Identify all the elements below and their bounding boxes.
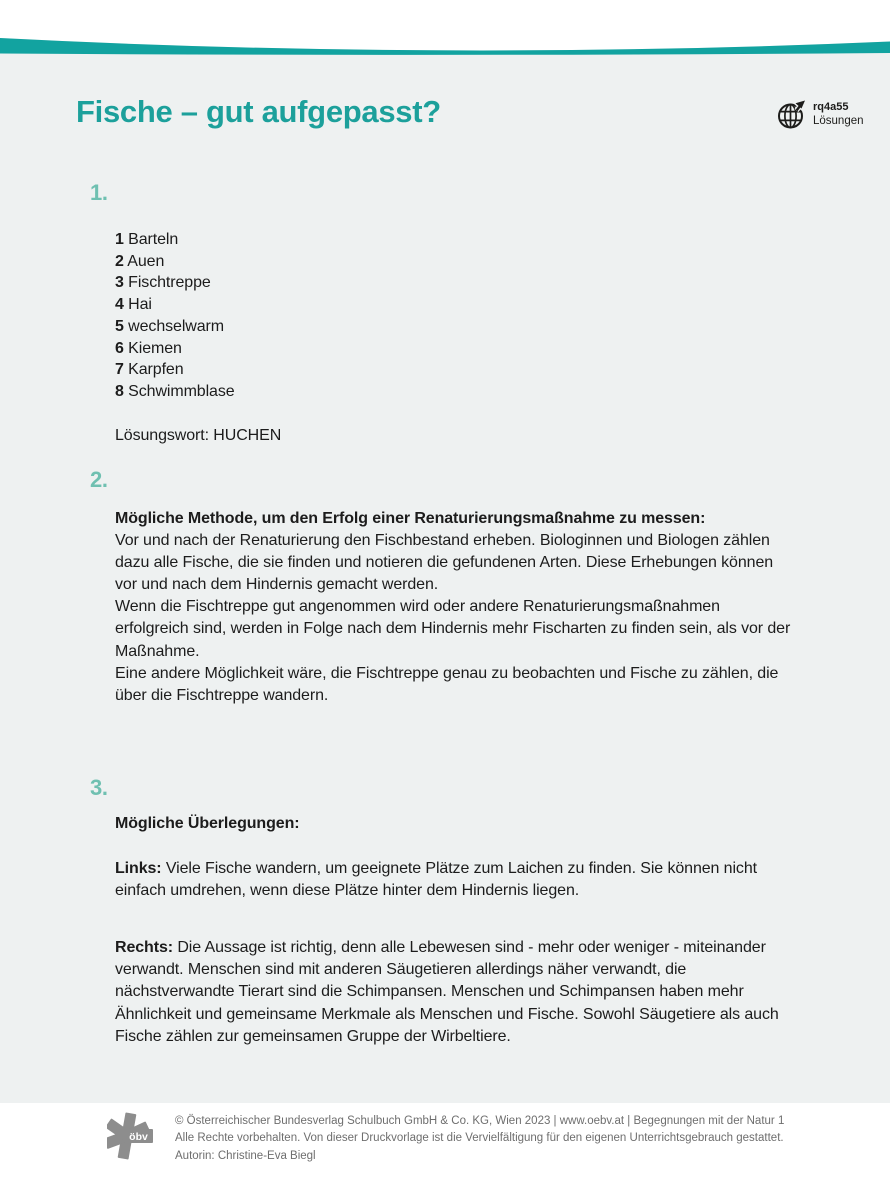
answer-links-label: Links: — [115, 860, 162, 877]
answer-links-text: Viele Fische wandern, um geeignete Plätze zum Laichen zu finden. Sie können nicht einfach umdrehen, wenn diese Plätze hinter dem Hindernis liegen. — [115, 860, 757, 900]
section-2-paragraph: Vor und nach der Renaturierung den Fischbestand erheben. Biologinnen und Biologen zählen dazu alle Fische, die sie finden und notieren die gefundenen Arten. Diese Erhebungen können vor und nach dem Hindernis gemacht werden. — [115, 532, 774, 594]
webcode-code: rq4a55 — [813, 101, 849, 113]
list-item: 4 Hai — [115, 296, 152, 314]
imprint-line-rights: Alle Rechte vorbehalten. Von dieser Druckvorlage ist die Vervielfältigung für den eigenen Unterrichtsgebrauch gestattet. — [175, 1132, 784, 1145]
imprint-line-author: Autorin: Christine-Eva Biegl — [175, 1149, 316, 1162]
footer — [0, 1103, 890, 1187]
list-item: 3 Fischtreppe — [115, 274, 211, 292]
answer-rechts-label: Rechts: — [115, 939, 173, 956]
webcode-label: Lösungen — [813, 115, 864, 127]
page-title: Fische – gut aufgepasst? — [76, 94, 441, 129]
answer-rechts-text: Die Aussage ist richtig, denn alle Lebewesen sind - mehr oder weniger - miteinander verwandt. Menschen sind mit anderen Säugetieren allerdings näher verwandt, die nächstverwandte Tierart sind die Schimpansen. Menschen und Schimpansen haben mehr Ähnlichkeit und gemeinsame Merkmale als Menschen und Fische. Sowohl Säugetiere als auch Fische zählen zur gemeinsamen Gruppe der Wirbeltiere. — [115, 939, 779, 1045]
obv-logo-text: öbv — [129, 1131, 148, 1143]
list-item: 2 Auen — [115, 252, 165, 270]
list-item: 5 wechselwarm — [115, 317, 224, 335]
section-3-heading: Mögliche Überlegungen: — [115, 815, 300, 832]
section-2-number: 2. — [90, 467, 108, 492]
section-2-paragraph: Eine andere Möglichkeit wäre, die Fischtreppe genau zu beobachten und Fische zu zählen, die über die Fischtreppe wandern. — [115, 664, 779, 704]
section-3-number: 3. — [90, 775, 108, 800]
answer-rechts — [115, 937, 791, 1048]
list-item: 8 Schwimmblase — [115, 382, 235, 400]
webcode-block — [777, 99, 864, 131]
section-1-answer-list — [115, 229, 235, 403]
section-2-paragraph: Wenn die Fischtreppe gut angenommen wird oder andere Renaturierungsmaßnahmen erfolgreich sind, werden in Folge nach dem Hindernis mehr Fischarten zu finden sein, als vor der Maßnahme. — [115, 598, 791, 660]
list-item: 7 Karpfen — [115, 361, 184, 379]
section-2-heading: Mögliche Methode, um den Erfolg einer Renaturierungsmaßnahme zu messen: — [115, 510, 706, 527]
obv-logo — [107, 1112, 154, 1160]
globe-cursor-icon — [777, 99, 807, 131]
header-wave-banner — [0, 0, 890, 62]
list-item: 1 Barteln — [115, 231, 179, 248]
list-item: 6 Kiemen — [115, 339, 182, 357]
solution-word-line: Lösungswort: HUCHEN — [115, 427, 282, 444]
section-1-number: 1. — [90, 180, 108, 205]
footer-imprint — [175, 1113, 784, 1165]
answer-links — [115, 858, 791, 902]
imprint-line-copyright: © Österreichischer Bundesverlag Schulbuch GmbH & Co. KG, Wien 2023 | www.oebv.at | Begegnungen mit der Natur 1 — [175, 1115, 785, 1127]
section-2-text-block — [115, 508, 791, 707]
